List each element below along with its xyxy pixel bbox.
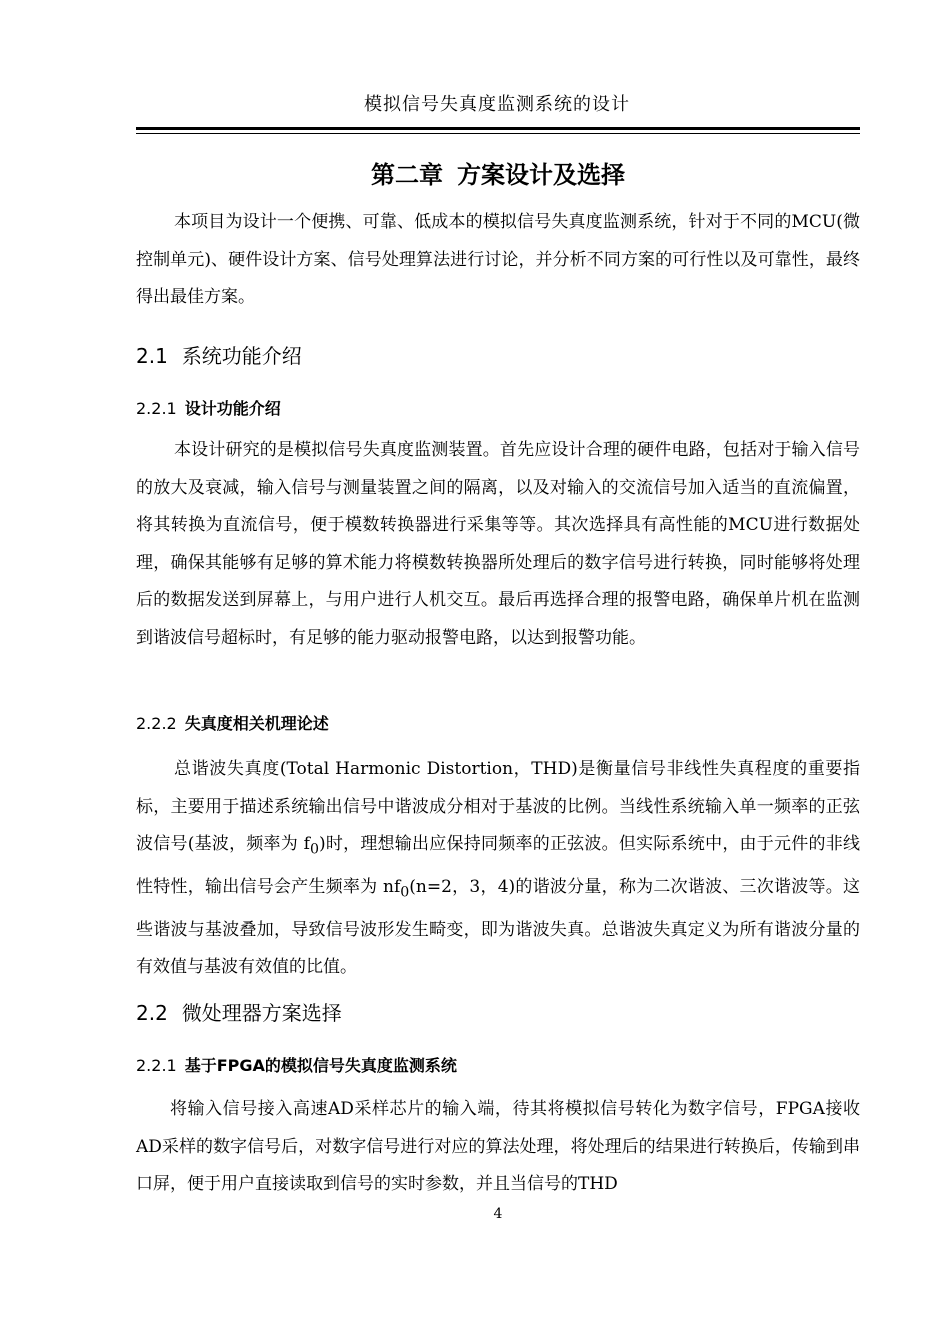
- section-number: 2.1: [136, 344, 168, 368]
- subsection-title: 基于FPGA的模拟信号失真度监测系统: [184, 1056, 457, 1075]
- section-title: 微处理器方案选择: [181, 1001, 342, 1025]
- chapter-title: [136, 155, 860, 190]
- subsection-number: 2.2.1: [136, 1056, 177, 1075]
- thd-text-2: )时，理想输出应保持同频率的正弦波。但实际系统中，由于元件的非线性特性，输出信号会产生频率为 nf: [136, 834, 860, 897]
- subscript-zero: 0: [309, 841, 319, 858]
- subsection-heading-2-2-1-b: [136, 1053, 457, 1076]
- subscript-zero: 0: [400, 884, 410, 901]
- fpga-paragraph: 将输入信号接入高速AD采样芯片的输入端，待其将模拟信号转化为数字信号，FPGA接收AD采样的数字信号后，对数字信号进行对应的算法处理，将处理后的结果进行转换后，传输到串口屏，便于用户直接读取到信号的实时参数，并且当信号的THD: [136, 1099, 860, 1194]
- thd-paragraph: [136, 751, 860, 987]
- section-number: 2.2: [136, 1001, 168, 1025]
- subsection-heading-2-2-2: [136, 711, 329, 734]
- chapter-number: 第二章: [371, 161, 443, 189]
- thd-text-1: 总谐波失真度(Total Harmonic Distortion，THD)是衡量信号非线性失真程度的重要指标，主要用于描述系统输出信号中谐波成分相对于基波的比例。当线性系统输入单一频率的正弦波信号(基波，频率为 f: [136, 759, 860, 854]
- intro-paragraph: 本项目为设计一个便携、可靠、低成本的模拟信号失真度监测系统，针对于不同的MCU(微控制单元)、硬件设计方案、信号处理算法进行讨论，并分析不同方案的可行性以及可靠性，最终得出最佳方案。: [136, 212, 860, 307]
- thd-text-3: (n=2，3，4)的谐波分量，称为二次谐波、三次谐波等。这些谐波与基波叠加，导致信号波形发生畸变，即为谐波失真。总谐波失真定义为所有谐波分量的有效值与基波有效值的比值。: [136, 876, 860, 978]
- chapter-heading-text: 方案设计及选择: [457, 161, 625, 189]
- subsection-number: 2.2.2: [136, 714, 177, 733]
- design-function-paragraph: 本设计研究的是模拟信号失真度监测装置。首先应设计合理的硬件电路，包括对于输入信号的放大及衰减，输入信号与测量装置之间的隔离，以及对输入的交流信号加入适当的直流偏置，将其转换为直流信号，便于模数转换器进行采集等等。其次选择具有高性能的MCU进行数据处理，确保其能够有足够的算术能力将模数转换器所处理后的数字信号进行转换，同时能够将处理后的数据发送到屏幕上，与用户进行人机交互。最后再选择合理的报警电路，确保单片机在监测到谐波信号超标时，有足够的能力驱动报警电路，以达到报警功能。: [136, 440, 860, 648]
- section-title: 系统功能介绍: [181, 344, 302, 368]
- subsection-heading-2-2-1-a: [136, 396, 281, 419]
- subsection-number: 2.2.1: [136, 399, 177, 418]
- subsection-title: 设计功能介绍: [184, 399, 281, 418]
- header-rule-thick: [136, 127, 860, 130]
- subsection-title: 失真度相关机理论述: [184, 714, 329, 733]
- section-heading-2-1: [136, 340, 302, 369]
- section-heading-2-2: [136, 997, 342, 1026]
- header-rule-thin: [136, 133, 860, 134]
- page-number: 4: [493, 1206, 503, 1222]
- running-header: 模拟信号失真度监测系统的设计: [364, 94, 630, 115]
